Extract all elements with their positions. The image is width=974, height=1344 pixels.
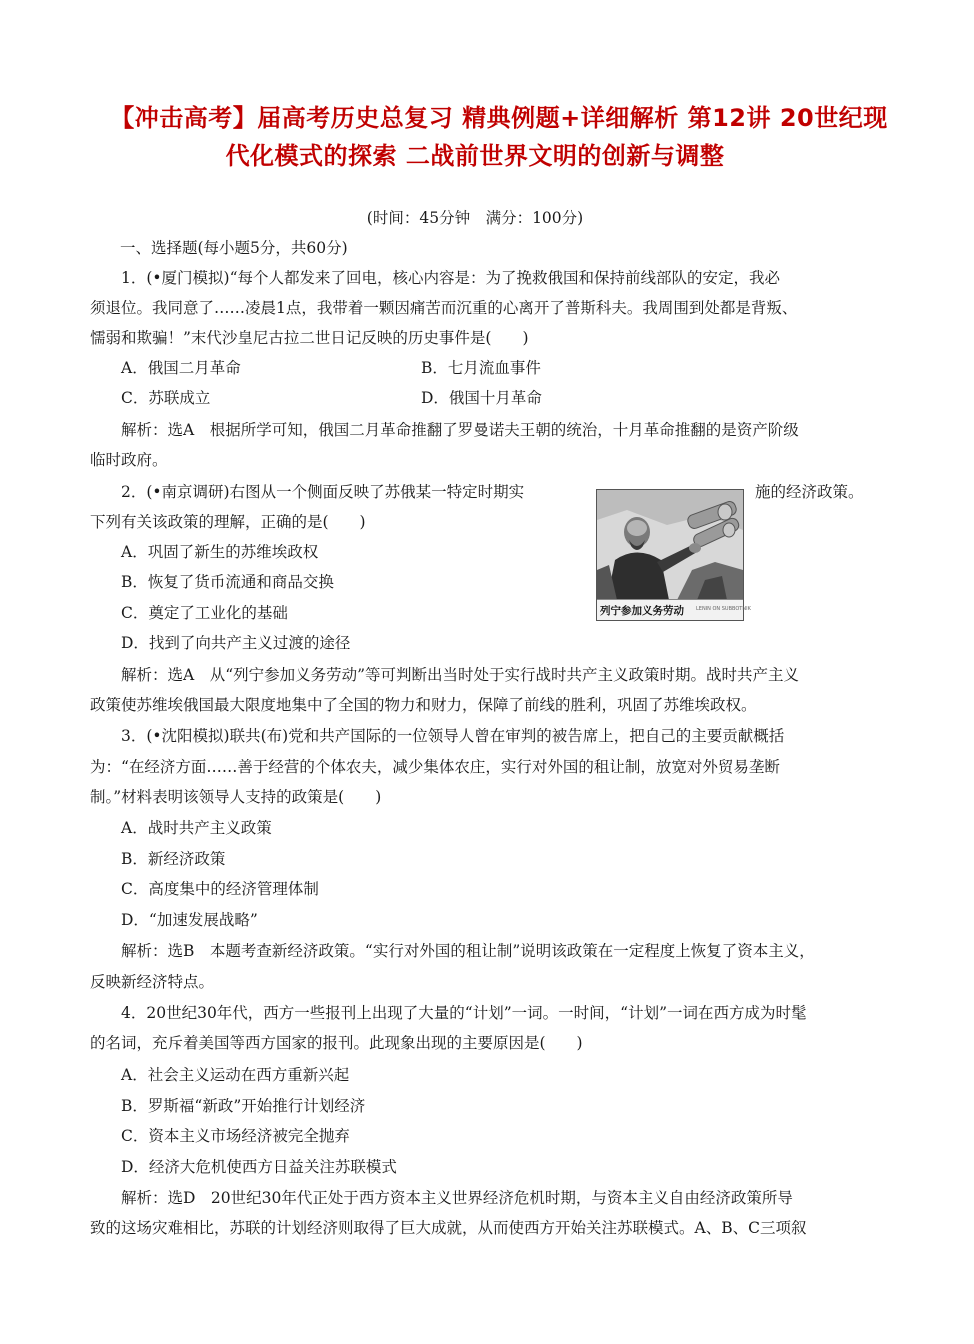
q3-option-b: B．新经济政策 [121,850,226,868]
q2-option-b: B．恢复了货币流通和商品交换 [121,573,334,591]
q3-option-a: A．战时共产主义政策 [121,819,272,837]
page-title-line1: 【冲击高考】届高考历史总复习 精典例题+详细解析 第12讲 20世纪现 [110,104,888,132]
q4-option-b: B．罗斯福“新政”开始推行计划经济 [121,1097,366,1115]
q1-stem-line2: 须退位。我同意了……凌晨1点，我带着一颗因痛苦而沉重的心离开了普斯科夫。我周围到处都是背叛、 [90,299,798,317]
q4-option-d: D．经济大危机使西方日益关注苏联模式 [121,1158,397,1176]
q1-analysis-line2: 临时政府。 [90,451,168,469]
q1-stem-line3: 懦弱和欺骗！”末代沙皇尼古拉二世日记反映的历史事件是( ) [90,329,529,347]
q2-stem-line2: 下列有关该政策的理解，正确的是( ) [90,513,366,531]
q2-option-d: D．找到了向共产主义过渡的途径 [121,634,351,652]
q3-stem-line1: 3．(•沈阳模拟)联共(布)党和共产国际的一位领导人曾在审判的被告席上，把自己的主要贡献概括 [121,727,785,745]
q3-analysis-line1: 解析：选B 本题考查新经济政策。“实行对外国的租让制”说明该政策在一定程度上恢复了资本主义， [121,942,815,960]
q1-stem-line1: 1．(•厦门模拟)“每个人都发来了回电，核心内容是：为了挽救俄国和保持前线部队的安定，我必 [121,269,781,287]
q1-option-c: C．苏联成立 [121,389,211,407]
figure-caption: 列宁参加义务劳动 [600,605,684,617]
q2-option-a: A．巩固了新生的苏维埃政权 [121,543,319,561]
exam-meta: (时间：45分钟 满分：100分) [366,209,584,227]
q4-analysis-line2: 致的这场灾难相比，苏联的计划经济则取得了巨大成就，从而使西方开始关注苏联模式。A、B、C三项叙 [90,1219,807,1237]
section-heading: 一、选择题(每小题5分，共60分) [120,239,348,257]
q3-stem-line2: 为：“在经济方面……善于经营的个体农夫，减少集体农庄，实行对外国的租让制，放宽对外贸易垄断 [90,758,780,776]
q2-option-c: C．奠定了工业化的基础 [121,604,288,622]
q2-analysis-line1: 解析：选A 从“列宁参加义务劳动”等可判断出当时处于实行战时共产主义政策时期。战时共产主义 [121,666,800,684]
lenin-figure [596,489,751,621]
q1-analysis-line1: 解析：选A 根据所学可知，俄国二月革命推翻了罗曼诺夫王朝的统治，十月革命推翻的是资产阶级 [121,421,799,439]
q2-analysis-line2: 政策使苏维埃俄国最大限度地集中了全国的物力和财力，保障了前线的胜利，巩固了苏维埃政权。 [90,696,757,714]
figure-caption-bar [597,599,751,620]
q1-option-a: A．俄国二月革命 [121,359,241,377]
q3-option-c: C．高度集中的经济管理体制 [121,880,319,898]
q3-option-d: D．“加速发展战略” [121,911,258,929]
q4-option-c: C．资本主义市场经济被完全抛弃 [121,1127,350,1145]
page-title-line2: 代化模式的探索 二战前世界文明的创新与调整 [225,142,725,170]
q1-option-b: B．七月流血事件 [421,359,541,377]
q4-stem-line2: 的名词，充斥着美国等西方国家的报刊。此现象出现的主要原因是( ) [90,1034,583,1052]
q2-stem-left: 2．(•南京调研)右图从一个侧面反映了苏俄某一特定时期实 [121,483,525,501]
q1-option-d: D．俄国十月革命 [421,389,542,407]
q3-stem-line3: 制。”材料表明该领导人支持的政策是( ) [90,788,382,806]
lenin-illustration [597,490,743,600]
q4-analysis-line1: 解析：选D 20世纪30年代正处于西方资本主义世界经济危机时期，与资本主义自由经济政策所导 [121,1189,793,1207]
figure-caption-sub: LENIN ON SUBBOTNIK [696,606,751,612]
q3-analysis-line2: 反映新经济特点。 [90,973,215,991]
q4-option-a: A．社会主义运动在西方重新兴起 [121,1066,350,1084]
q4-stem-line1: 4．20世纪30年代，西方一些报刊上出现了大量的“计划”一词。一时间，“计划”一词在西方成为时髦 [121,1004,807,1022]
q2-stem-right: 施的经济政策。 [755,483,864,501]
